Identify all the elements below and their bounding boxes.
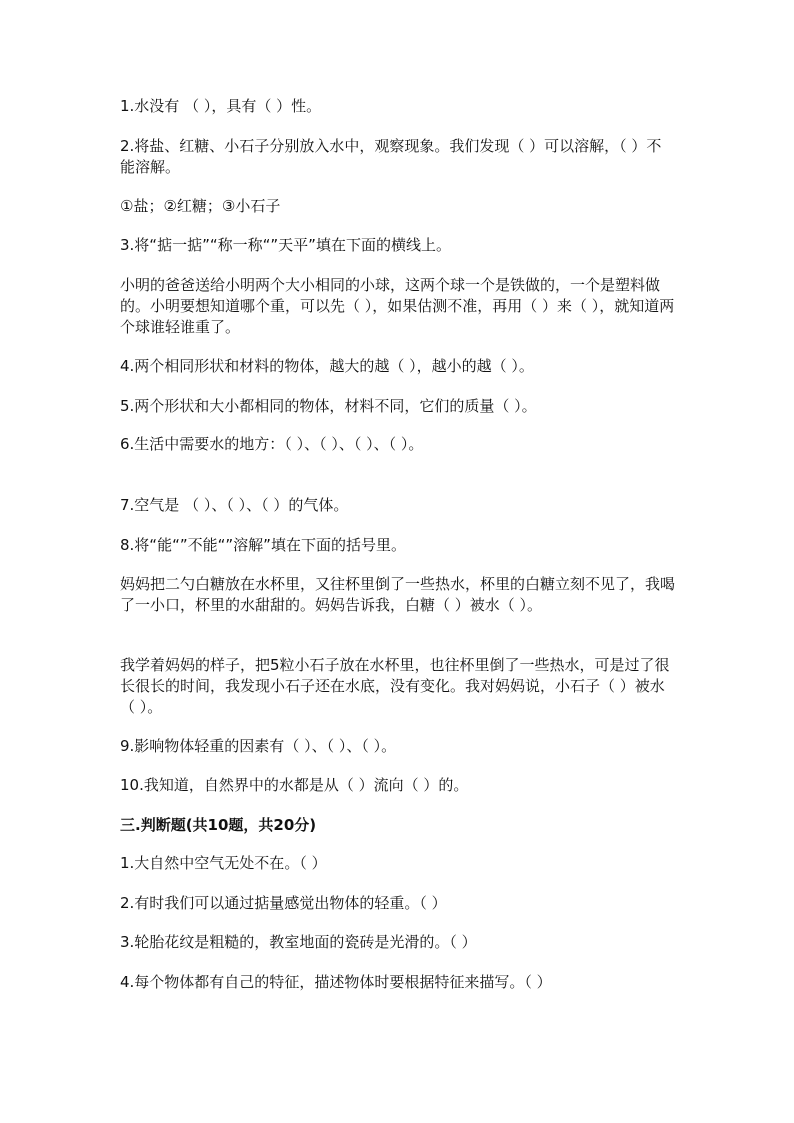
judgment-question-1: 1.大自然中空气无处不在。（ ） xyxy=(120,854,327,872)
question-7: 7.空气是 （ ）、（ ）、（ ）的气体。 xyxy=(120,496,349,514)
question-8-passage-sugar: 妈妈把二勺白糖放在水杯里，又往杯里倒了一些热水，杯里的白糖立刻不见了，我喝了一小口，杯里的水甜甜的。妈妈告诉我，白糖（ ）被水（ ）。 xyxy=(120,575,676,614)
question-2-options: ①盐；②红糖；③小石子 xyxy=(120,197,281,215)
question-8-instruction: 8.将“能“”不能“”溶解”填在下面的括号里。 xyxy=(120,536,406,554)
section-3-heading: 三.判断题(共10题，共20分) xyxy=(120,816,317,834)
question-8-passage-stones: 我学着妈妈的样子，把5粒小石子放在水杯里，也往杯里倒了一些热水，可是过了很长很长的时间，我发现小石子还在水底，没有变化。我对妈妈说，小石子（ ）被水（ ）。 xyxy=(120,656,670,716)
question-1-water-properties: 1.水没有 （ ），具有（ ）性。 xyxy=(120,97,322,115)
question-3-passage: 小明的爸爸送给小明两个大小相同的小球，这两个球一个是铁做的，一个是塑料做的。小明要想知道哪个重，可以先（ ），如果估测不准，再用（ ）来（ ），就知道两个球谁轻谁重了。 xyxy=(120,276,675,336)
judgment-question-4: 4.每个物体都有自己的特征，描述物体时要根据特征来描写。（ ） xyxy=(120,973,552,991)
question-4: 4.两个相同形状和材料的物体，越大的越（ ），越小的越（ ）。 xyxy=(120,357,534,375)
question-3-instruction: 3.将“掂一掂”“称一称“”天平”填在下面的横线上。 xyxy=(120,236,451,254)
question-2-dissolving: 2.将盐、红糖、小石子分别放入水中，观察现象。我们发现（ ）可以溶解，（ ）不能溶解。 xyxy=(120,137,662,176)
question-10: 10.我知道，自然界中的水都是从（ ）流向（ ）的。 xyxy=(120,776,469,794)
judgment-question-2: 2.有时我们可以通过掂量感觉出物体的轻重。（ ） xyxy=(120,894,447,912)
question-9: 9.影响物体轻重的因素有（ ）、（ ）、（ ）。 xyxy=(120,737,397,755)
question-6: 6.生活中需要水的地方：（ ）、（ ）、（ ）、（ ）。 xyxy=(120,435,424,453)
judgment-question-3: 3.轮胎花纹是粗糙的，教室地面的瓷砖是光滑的。（ ） xyxy=(120,933,477,951)
question-5: 5.两个形状和大小都相同的物体，材料不同，它们的质量（ ）。 xyxy=(120,397,537,415)
